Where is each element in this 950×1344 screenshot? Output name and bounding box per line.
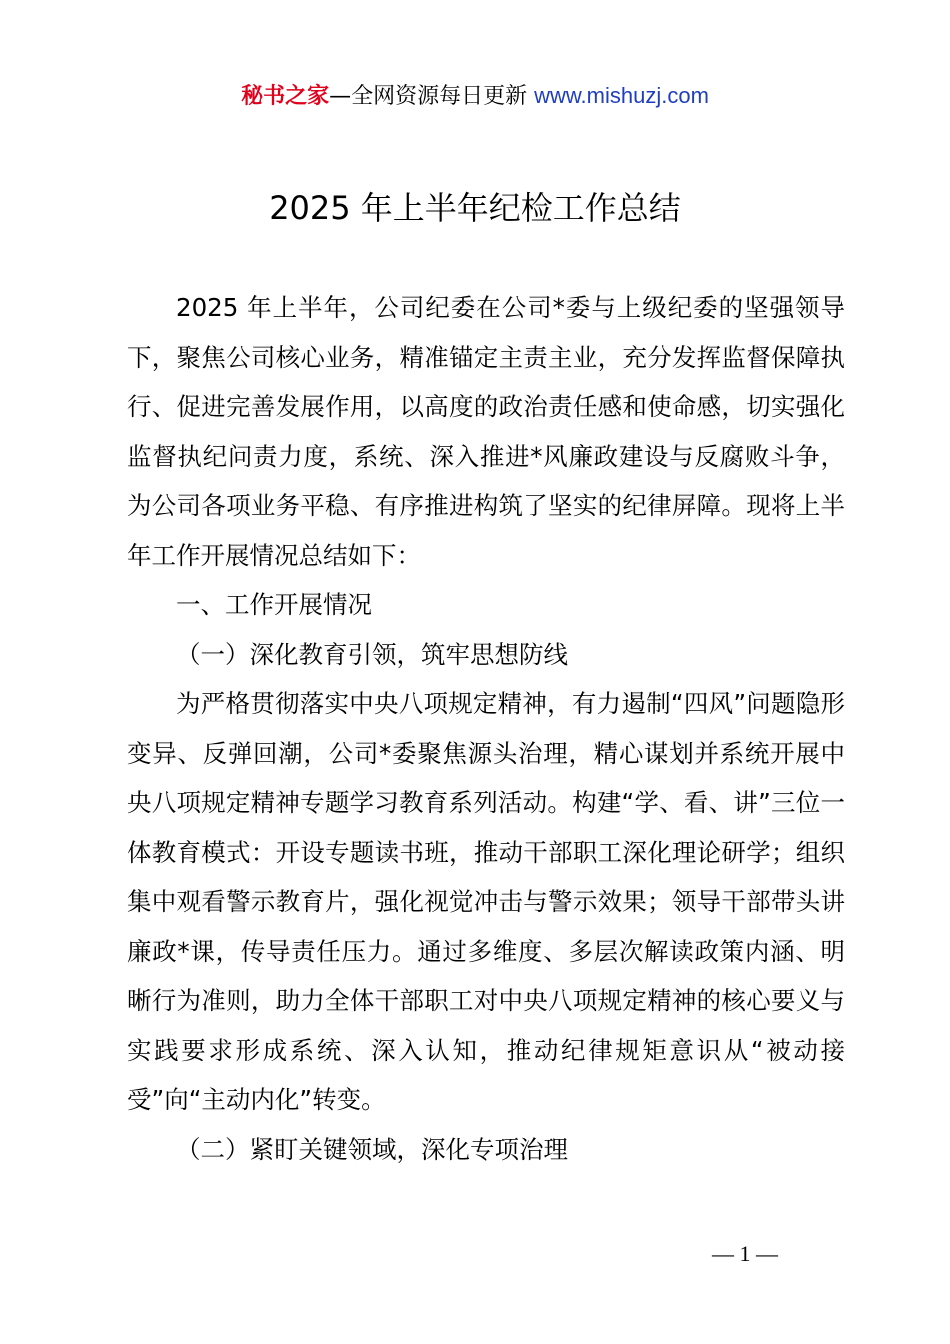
site-url-link[interactable]: www.mishuzj.com	[534, 83, 709, 108]
intro-paragraph: 2025 年上半年，公司纪委在公司*委与上级纪委的坚强领导下，聚焦公司核心业务，精准锚定主责主业，充分发挥监督保障执行、促进完善发展作用，以高度的政治责任感和使命感，切实强化监督执纪问责力度，系统、深入推进*风廉政建设与反腐败斗争，为公司各项业务平稳、有序推进构筑了坚实的纪律屏障。现将上半年工作开展情况总结如下：	[127, 293, 845, 570]
section-heading-1: 一、工作开展情况	[176, 590, 372, 619]
site-header	[0, 80, 950, 113]
subsection-heading-2: （二）紧盯关键领域，深化专项治理	[176, 1134, 568, 1164]
body-paragraph: 为严格贯彻落实中央八项规定精神，有力遏制“四风”问题隐形变异、反弹回潮，公司*委聚焦源头治理，精心谋划并系统开展中央八项规定精神专题学习教育系列活动。构建“学、看、讲”三位一体教育模式：开设专题读书班，推动干部职工深化理论研学；组织集中观看警示教育片，强化视觉冲击与警示效果；领导干部带头讲廉政*课，传导责任压力。通过多维度、多层次解读政策内涵、明晰行为准则，助力全体干部职工对中央八项规定精神的核心要义与实践要求形成系统、深入认知，推动纪律规矩意识从“被动接受”向“主动内化”转变。	[127, 689, 845, 1114]
subsection-heading-1: （一）深化教育引领，筑牢思想防线	[176, 639, 568, 669]
document-title: 2025 年上半年纪检工作总结	[269, 189, 681, 227]
header-tagline: —全网资源每日更新	[329, 84, 535, 109]
document-body	[127, 283, 845, 1174]
brand-name: 秘书之家	[241, 84, 330, 109]
page-number: — 1 —	[712, 1241, 778, 1266]
